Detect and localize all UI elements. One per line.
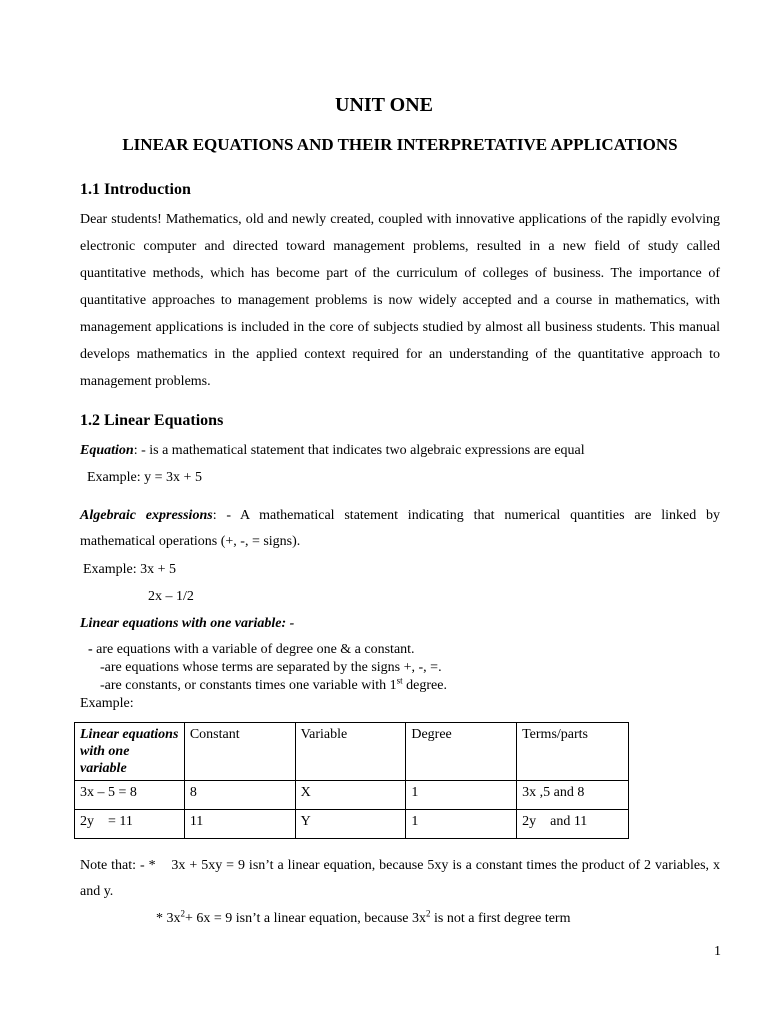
bullet-dash: -	[88, 642, 93, 657]
table-row	[75, 781, 629, 810]
linear-equations-heading: 1.2 Linear Equations	[80, 412, 224, 429]
algebraic-definition	[80, 503, 720, 555]
table-header-cell: Degree	[406, 723, 517, 781]
intro-heading: 1.1 Introduction	[80, 181, 191, 198]
bullet-3-post: degree.	[402, 678, 447, 693]
note-paragraph: Note that: - * 3x + 5xy = 9 isn’t a linear equation, because 5xy is a constant times the product of 2 variables, x and y.	[80, 858, 724, 899]
table-header-cell: Linear equations with one variable	[75, 723, 185, 781]
table-cell: 11	[184, 810, 295, 839]
bullet-2: -are equations whose terms are separated by the signs +, -, =.	[100, 660, 442, 675]
linear-one-variable-heading: Linear equations with one variable: -	[80, 616, 295, 631]
table-cell: Y	[295, 810, 406, 839]
table-cell: 2y = 11	[75, 810, 185, 839]
table-cell: 1	[406, 781, 517, 810]
table-header-cell: Terms/parts	[517, 723, 629, 781]
table-row	[75, 810, 629, 839]
algebraic-def-text: : - A mathematical statement indicating that numerical quantities are linked by mathematical operations (+, -, = signs).	[80, 508, 720, 549]
bullet-1-text: are equations with a variable of degree one & a constant.	[92, 642, 415, 657]
table-example-label: Example:	[80, 696, 134, 711]
bullet-1	[88, 641, 415, 659]
table-header-cell: Constant	[184, 723, 295, 781]
note2-text-a: * 3x	[156, 911, 181, 926]
bullet-3-sup: st	[396, 675, 403, 686]
bullet-3	[100, 677, 447, 695]
note2-text-c: is not a first degree term	[430, 911, 571, 926]
note2-sup-2: 2	[426, 908, 431, 919]
equation-term: Equation	[80, 443, 134, 458]
algebraic-example-2: 2x – 1/2	[148, 589, 194, 604]
note2-sup-1: 2	[180, 908, 185, 919]
table-header-cell: Variable	[295, 723, 406, 781]
table-cell: 3x – 5 = 8	[75, 781, 185, 810]
table-cell: 1	[406, 810, 517, 839]
algebraic-term: Algebraic expressions	[80, 508, 213, 523]
table-cell: 8	[184, 781, 295, 810]
equation-definition	[80, 441, 585, 461]
table-cell: 2y and 11	[517, 810, 629, 839]
main-title: LINEAR EQUATIONS AND THEIR INTERPRETATIVE APPLICATIONS	[122, 135, 678, 154]
table-cell: X	[295, 781, 406, 810]
table-header-row	[75, 723, 629, 781]
algebraic-example-1: Example: 3x + 5	[83, 562, 177, 577]
note2-text-b: + 6x = 9 isn’t a linear equation, because 3x	[185, 911, 427, 926]
equation-example: Example: y = 3x + 5	[87, 470, 202, 485]
unit-title: UNIT ONE	[335, 94, 433, 116]
linear-equations-table	[74, 722, 629, 839]
note-second-item	[156, 909, 570, 929]
bullet-3-text: -are constants, or constants times one variable with 1	[100, 678, 397, 693]
equation-def-text: : - is a mathematical statement that indicates two algebraic expressions are equal	[133, 443, 585, 458]
intro-paragraph: Dear students! Mathematics, old and newly created, coupled with innovative applications of the rapidly evolving electronic computer and directed toward management problems, resulted in a new field of study called quantitative methods, which has become part of the curriculum of colleges of business. The importance of quantitative approaches to management problems is now widely accepted and a course in mathematics, with management applications is included in the core of subjects studied by almost all business students. This manual develops mathematics in the applied context required for an understanding of the quantitative approach to management problems.	[80, 212, 720, 389]
page-number: 1	[714, 944, 721, 959]
table-cell: 3x ,5 and 8	[517, 781, 629, 810]
